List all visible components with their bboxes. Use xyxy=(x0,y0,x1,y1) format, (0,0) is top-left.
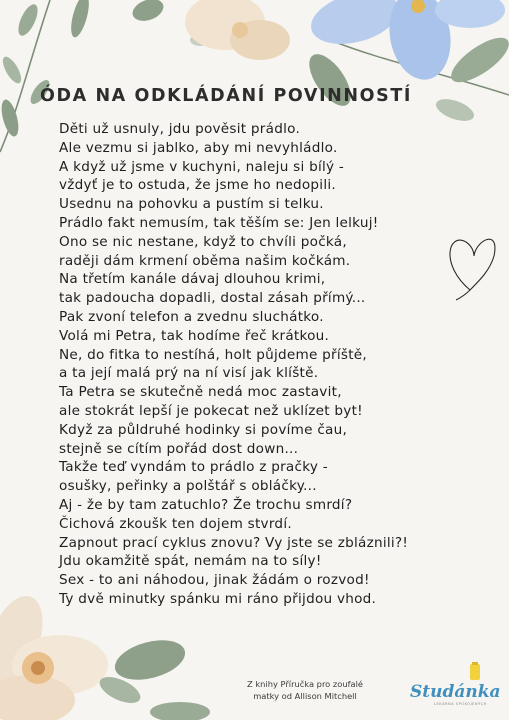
poem-body xyxy=(59,120,489,609)
poem-line: Usednu na pohovku a pustím si telku. xyxy=(59,196,324,213)
poem-line: ale stokrát lepší je pokecat než uklízet byt! xyxy=(59,402,363,419)
flower-top-right-icon xyxy=(185,0,509,125)
poem-line: Ono se nic nestane, když to chvíli počká, xyxy=(59,233,347,250)
poem-line: Prádlo fakt nemusím, tak těším se: Jen lelkuj! xyxy=(59,214,379,231)
poem-line: Takže teď vyndám to prádlo z pračky - xyxy=(59,459,328,476)
poem-line: A když už jsme v kuchyni, naleju si bílý - xyxy=(59,158,345,175)
poem-line: Čichová zkoušk ten dojem stvrdí. xyxy=(59,515,292,532)
logo-subtitle: LEKÁRNA SPOKOJENÝCH xyxy=(434,702,487,706)
poem-line: raději dám krmení oběma našim kočkám. xyxy=(59,252,351,269)
poem-title: ÓDA NA ODKLÁDÁNÍ POVINNOSTÍ xyxy=(40,86,413,106)
poem-line: Zapnout prací cyklus znovu? Vy jste se zbláznili?! xyxy=(59,534,409,551)
poem-line: Ty dvě minutky spánku mi ráno přijdou vhod. xyxy=(59,590,377,607)
credit-line-1: Z knihy Příručka pro zoufalé xyxy=(247,679,363,689)
poem-line: Děti už usnuly, jdu pověsit prádlo. xyxy=(59,121,301,137)
poem-line: osušky, peřinky a polštář s obláčky... xyxy=(59,478,317,495)
poem-line: Aj - že by tam zatuchlo? Že trochu smrdí? xyxy=(59,496,353,513)
poem-line: Ne, do fitka to nestíhá, holt půjdeme příště, xyxy=(59,346,367,363)
poem-line: Když za půldruhé hodinky si povíme čau, xyxy=(59,421,348,438)
poem-line: Ale vezmu si jablko, aby mi nevyhládlo. xyxy=(59,139,338,156)
poem-line: vždyť je to ostuda, že jsme ho nedopili. xyxy=(59,177,336,194)
logo-name: Studánka xyxy=(410,682,501,702)
book-credit xyxy=(240,678,370,702)
poem-line: Pak zvoní telefon a zvednu sluchátko. xyxy=(59,308,324,325)
poem-line: tak padoucha dopadli, dostal zásah přímý... xyxy=(59,290,366,307)
credit-line-2: matky od Allison Mitchell xyxy=(253,691,357,701)
poem-line: Ta Petra se skutečně nedá moc zastavit, xyxy=(59,384,342,401)
poem-line: Jdu okamžitě spát, nemám na to síly! xyxy=(59,553,322,570)
poem-line: stejně se cítím pořád dost down... xyxy=(59,440,299,457)
poem-line: a ta její malá prý na ní visí jak klíště. xyxy=(59,365,319,382)
poem-line: Volá mi Petra, tak hodíme řeč krátkou. xyxy=(59,327,330,344)
studanka-logo xyxy=(404,662,504,710)
poem-line: Sex - to ani náhodou, jinak žádám o rozvod! xyxy=(59,572,370,589)
poem-line: Na třetím kanále dávaj dlouhou krimi, xyxy=(59,271,326,288)
